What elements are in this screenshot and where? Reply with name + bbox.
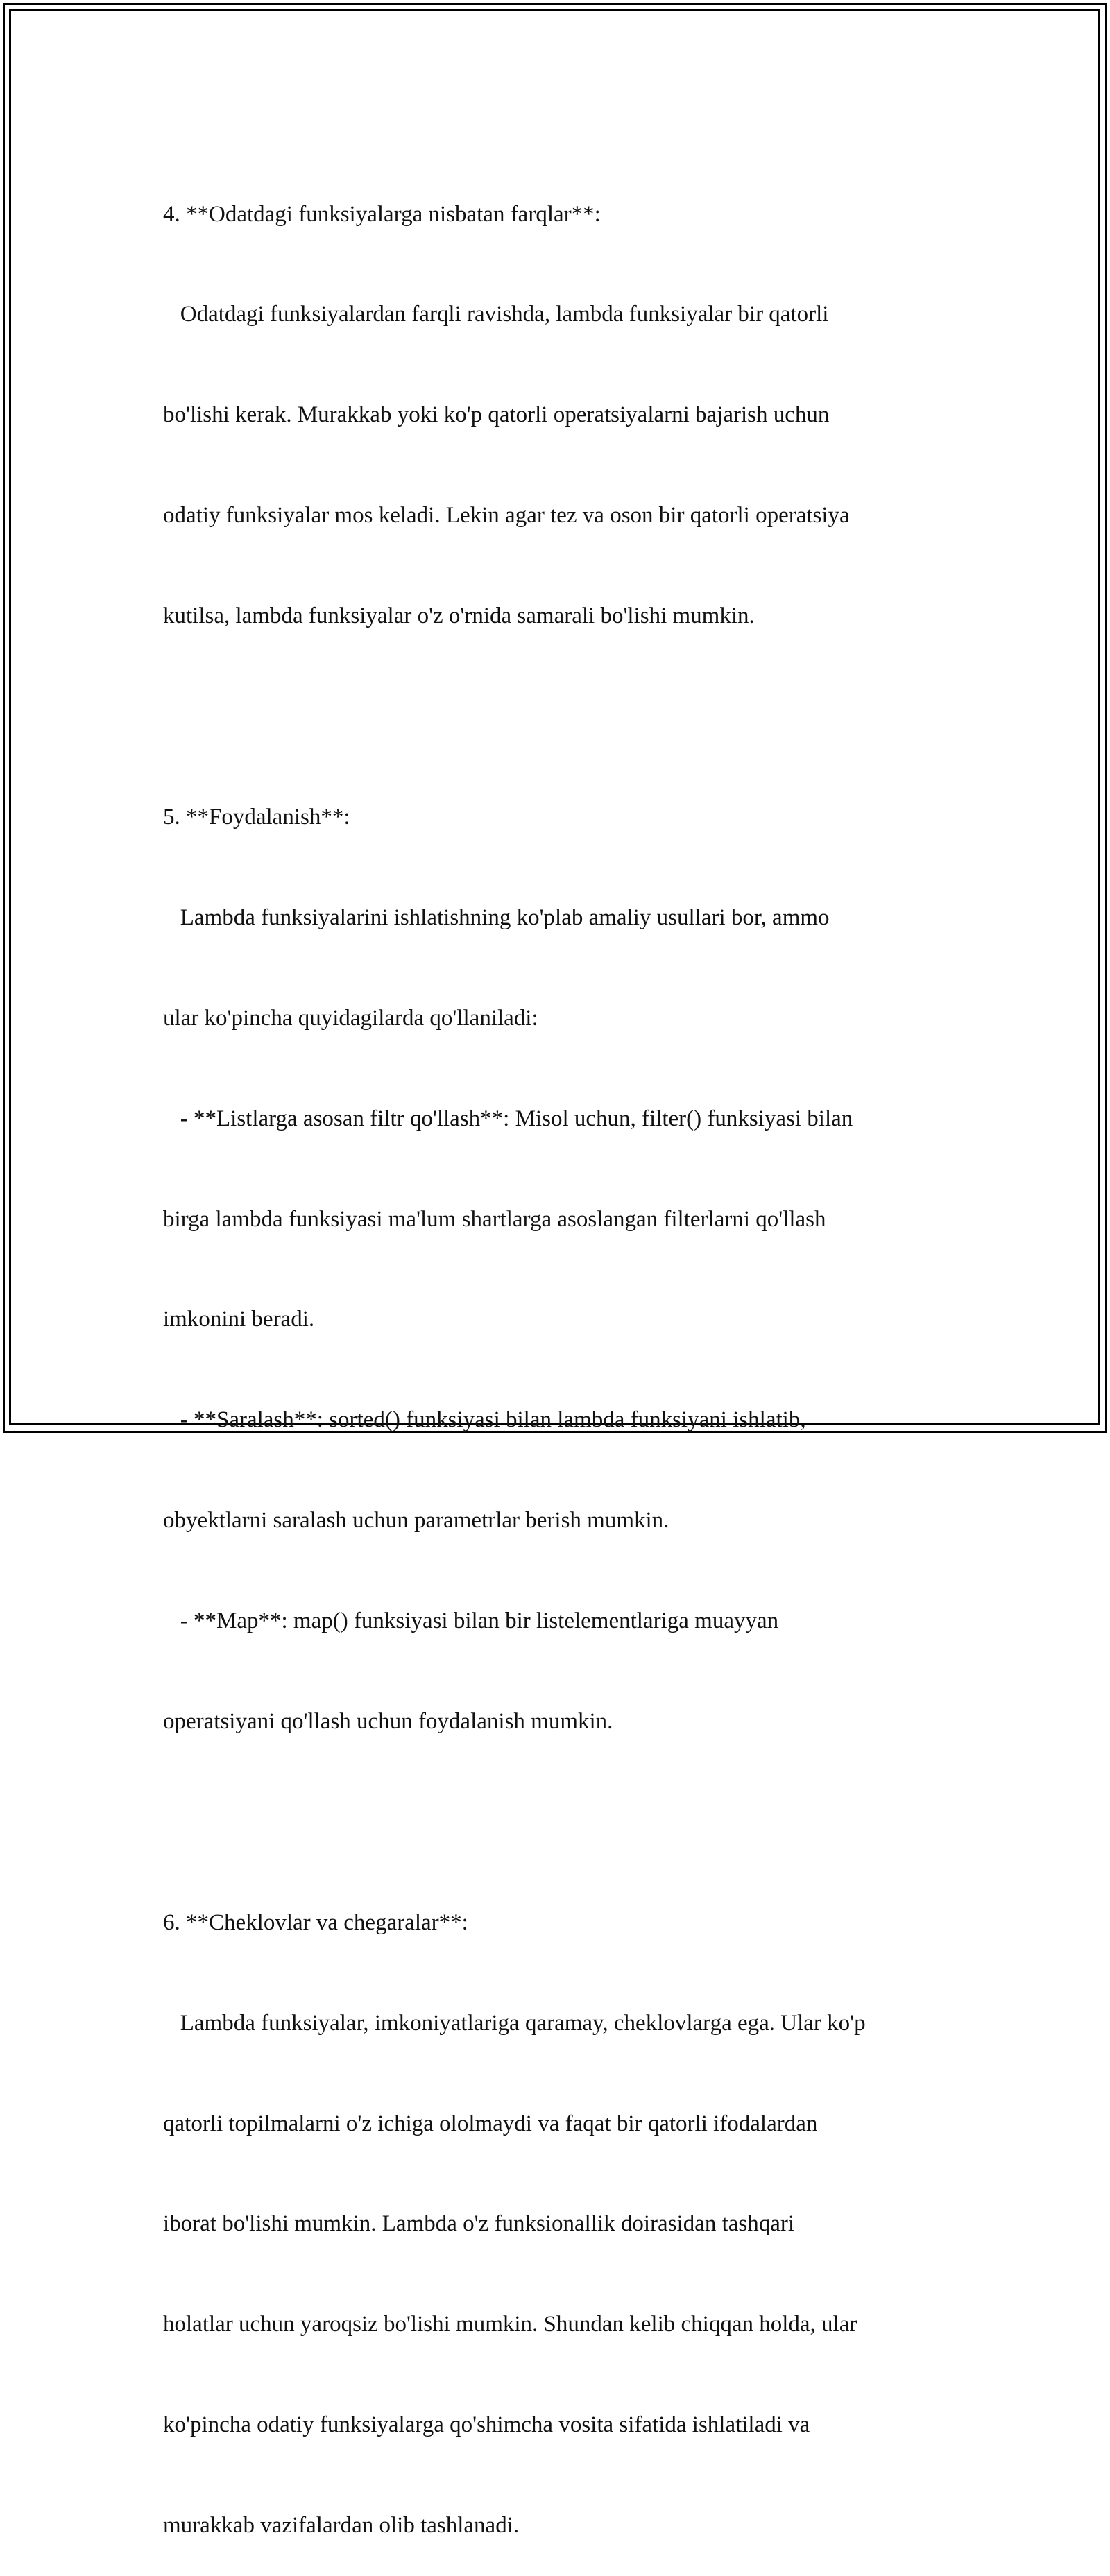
text-line: ko'pincha odatiy funksiyalarga qo'shimcha vosita sifatida ishlatiladi va: [163, 2412, 810, 2438]
section-4-heading: 4. **Odatdagi funksiyalarga nisbatan farqlar**:: [163, 201, 601, 227]
text-line: birga lambda funksiyasi ma'lum shartlarga asoslangan filterlarni qo'llash: [163, 1206, 826, 1232]
text-line: holatlar uchun yaroqsiz bo'lishi mumkin. Shundan kelib chiqqan holda, ular: [163, 2312, 857, 2337]
text-line: qatorli topilmalarni o'z ichiga ololmaydi va faqat bir qatorli ifodalardan: [163, 2111, 818, 2136]
text-line: murakkab vazifalardan olib tashlanadi.: [163, 2513, 520, 2539]
text-line: odatiy funksiyalar mos keladi. Lekin agar tez va oson bir qatorli operatsiya: [163, 503, 850, 529]
text-line: ular ko'pincha quyidagilarda qo'llaniladi:: [163, 1005, 538, 1031]
text-line: obyektlarni saralash uchun parametrlar berish mumkin.: [163, 1508, 669, 1534]
text-line: Lambda funksiyalarini ishlatishning ko'plab amaliy usullari bor, ammo: [163, 904, 830, 930]
text-line: Odatdagi funksiyalardan farqli ravishda, lambda funksiyalar bir qatorli: [163, 302, 829, 327]
list-item-line: - **Map**: map() funksiyasi bilan bir listelementlariga muayyan: [163, 1608, 779, 1634]
text-line: operatsiyani qo'llash uchun foydalanish mumkin.: [163, 1708, 613, 1734]
text-line: imkonini beradi.: [163, 1307, 315, 1332]
paragraph-gap: [163, 700, 961, 733]
text-line: bo'lishi kerak. Murakkab yoki ko'p qatorli operatsiyalarni bajarish uchun: [163, 402, 830, 428]
section-6-heading: 6. **Cheklovlar va chegaralar**:: [163, 1909, 468, 1935]
list-item-line: - **Saralash**: sorted() funksiyasi bilan lambda funksiyani ishlatib,: [163, 1407, 806, 1433]
section-5-heading: 5. **Foydalanish**:: [163, 804, 350, 830]
text-line: Lambda funksiyalar, imkoniyatlariga qaramay, cheklovlarga ega. Ular ko'p: [163, 2010, 866, 2036]
text-line: iborat bo'lishi mumkin. Lambda o'z funksionallik doirasidan tashqari: [163, 2211, 795, 2237]
document-body: [163, 130, 961, 2576]
paragraph-gap: [163, 1805, 961, 1839]
text-line: kutilsa, lambda funksiyalar o'z o'rnida samarali bo'lishi mumkin.: [163, 603, 755, 629]
list-item-line: - **Listlarga asosan filtr qo'llash**: Misol uchun, filter() funksiyasi bilan: [163, 1106, 853, 1131]
